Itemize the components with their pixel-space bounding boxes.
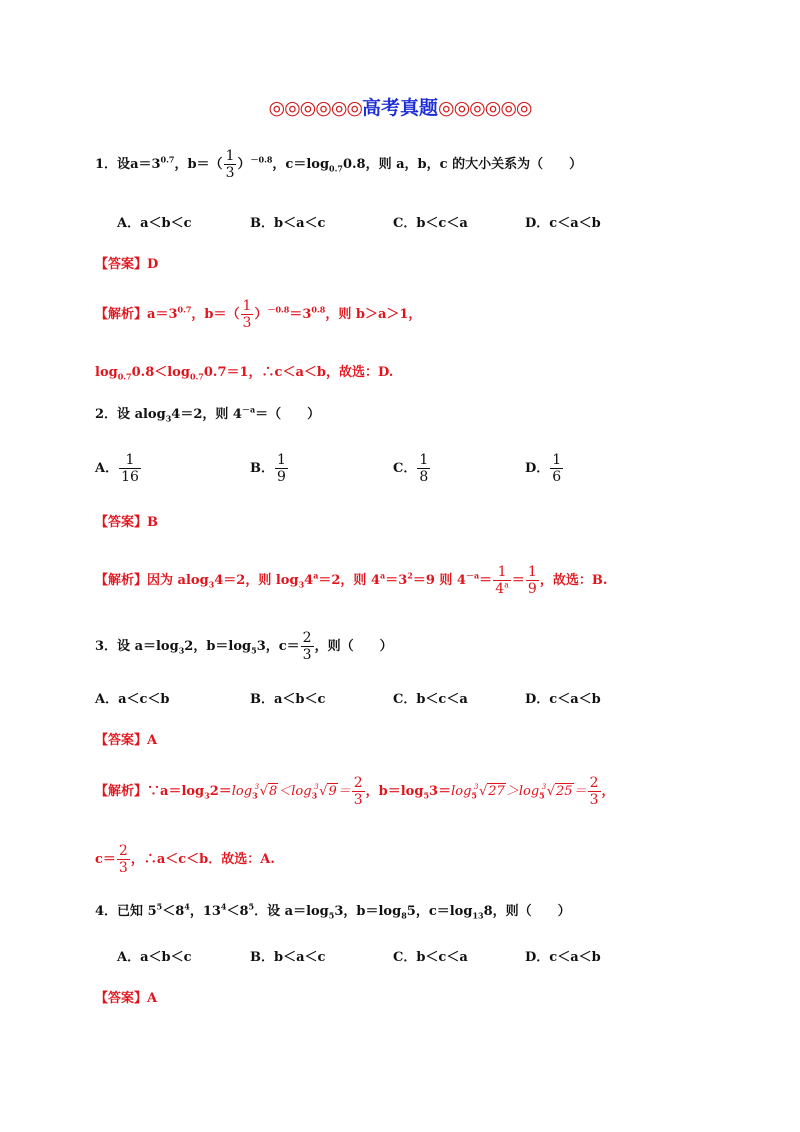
analysis-line [95, 775, 615, 808]
analysis-label: 【解析】 [95, 307, 148, 322]
exponent: a [380, 570, 386, 581]
fraction-denominator: 9 [527, 581, 537, 597]
log-base: 5 [539, 790, 545, 801]
fraction-numerator: 2 [353, 775, 363, 791]
exponent: －0.8 [267, 304, 290, 315]
exponent: －a [241, 404, 256, 415]
option-c [393, 452, 431, 485]
fraction-numerator: 1 [493, 564, 511, 581]
analysis-text: ，则 b＞a＞1， [325, 307, 422, 322]
stem-text: 8，则（ ） [483, 904, 571, 919]
analysis-text: ，∴a＜c＜b．故选：A. [130, 852, 275, 867]
analysis-label: 【解析】 [95, 784, 148, 799]
exponent: 0.8 [311, 304, 326, 315]
fraction [301, 630, 314, 663]
root-index: 3 [473, 783, 479, 791]
option-a [95, 452, 142, 485]
stem-text: ） [237, 157, 251, 172]
radicand: 27 [488, 784, 505, 799]
fraction-denominator: 6 [552, 469, 562, 485]
answer: 【答案】A [95, 991, 158, 1006]
exponent: 0.7 [160, 154, 175, 165]
root-index: 3 [254, 783, 260, 791]
fraction-denominator: 3 [302, 647, 312, 663]
log-base: 3 [252, 790, 258, 801]
exponent: －a [465, 570, 480, 581]
math-log: log [291, 784, 312, 799]
option-c: C．b＜c＜a [393, 950, 468, 965]
analysis-text: log [95, 365, 118, 380]
root-index: 3 [541, 783, 547, 791]
analysis-text: ＝3 [385, 573, 408, 588]
option-b: B．b＜a＜c [250, 216, 326, 231]
fraction [493, 564, 511, 597]
option-a: A．a＜b＜c [117, 950, 192, 965]
exponent: a [313, 570, 319, 581]
stem-text: 3，b＝log [334, 904, 402, 919]
stem-text: ，则（ ） [314, 639, 393, 654]
title-text: 高考真题 [361, 97, 438, 119]
question-number: 2． [95, 407, 118, 422]
option-c: C．b＜c＜a [393, 216, 468, 231]
fraction [117, 843, 130, 876]
fraction-numerator: 2 [118, 843, 128, 859]
log-base: 0.7 [329, 163, 343, 174]
log-base: 5 [471, 790, 477, 801]
fraction-numerator: 1 [119, 452, 141, 469]
stem-text: 设 a＝log [117, 639, 179, 654]
fraction-denominator: 16 [121, 469, 139, 485]
option-label: C． [393, 461, 417, 476]
option-label: A． [95, 461, 119, 476]
analysis-text: 4 [304, 573, 314, 588]
fraction-denominator: 8 [419, 469, 429, 485]
option-b [250, 452, 289, 485]
fraction-numerator: 1 [552, 452, 562, 468]
title-rings-left: ◎◎◎◎◎◎ [268, 97, 362, 119]
radicand: 8 [268, 784, 278, 799]
analysis-line [95, 843, 275, 876]
stem-text: ，b＝（ [174, 157, 223, 172]
analysis-text: 4＝2，则 log [214, 573, 299, 588]
analysis-text: c＝ [95, 852, 116, 867]
fraction-numerator: 1 [277, 452, 286, 468]
answer: 【答案】B [95, 515, 158, 530]
log-base: 0.7 [117, 371, 132, 382]
math-log: log [518, 784, 540, 799]
analysis-line [95, 564, 607, 597]
stem-text: 0.8，则 a，b，c 的大小关系为（ ） [342, 157, 583, 172]
option-d: D．c＜a＜b [525, 216, 601, 231]
option-d: D．c＜a＜b [525, 950, 601, 965]
stem-text: a＝3 [130, 157, 161, 172]
analysis-text: 0.8＜log [131, 365, 190, 380]
page-title [0, 93, 800, 120]
question-3-stem [95, 630, 393, 663]
analysis-text: 3＝ [429, 784, 452, 799]
stem-text: 3，c＝ [256, 639, 300, 654]
fraction-denominator: 3 [589, 792, 599, 808]
analysis-label: 【解析】 [95, 573, 148, 588]
relation: ＜ [278, 784, 292, 799]
log-base: 3 [165, 413, 172, 424]
question-2-stem [95, 405, 320, 425]
stem-text: 4＝2，则 4 [171, 407, 242, 422]
fraction-numerator: 1 [225, 148, 235, 164]
analysis-text: ， [601, 784, 615, 799]
cube-root: 3 √8 [258, 782, 279, 802]
log-base: 5 [328, 910, 335, 921]
option-b: B．b＜a＜c [250, 950, 326, 965]
fraction [241, 298, 254, 331]
log-base: 5 [423, 790, 430, 801]
option-a: A．a＜c＜b [95, 692, 170, 707]
stem-text: 5，c＝log [406, 904, 473, 919]
analysis-text: ，故选：B. [539, 573, 608, 588]
log-base: 3 [311, 790, 318, 801]
fraction-denominator: 9 [277, 469, 286, 485]
fraction [275, 452, 288, 485]
stem-text: ．设 a＝log [254, 904, 329, 919]
exponent: 0.7 [177, 304, 192, 315]
fraction-numerator: 2 [302, 630, 312, 646]
stem-text: 已知 5 [117, 904, 157, 919]
stem-text: ＝（ ） [255, 407, 321, 422]
math-log: log [231, 784, 253, 799]
analysis-text: ＝3 [289, 307, 312, 322]
radicand: 25 [556, 784, 573, 799]
log-base: 3 [298, 579, 305, 590]
option-d [525, 452, 564, 485]
stem-text: ＜8 [162, 904, 185, 919]
log-base: 8 [401, 910, 407, 921]
fraction-numerator: 1 [527, 564, 537, 580]
analysis-text: ，b＝（ [191, 307, 240, 322]
fraction-denominator: 3 [225, 165, 235, 181]
analysis-line [95, 298, 421, 331]
log-base: 3 [178, 645, 185, 656]
relation: ＝ [573, 784, 587, 799]
stem-text: ，c＝log [272, 157, 330, 172]
question-number: 4． [95, 904, 118, 919]
log-base: 3 [204, 790, 210, 801]
analysis-text: 2＝ [209, 784, 232, 799]
question-number: 1． [95, 157, 118, 172]
analysis-line [95, 363, 393, 383]
option-label: D． [525, 461, 550, 476]
cube-root: 3 √25 [545, 782, 574, 802]
fraction [119, 452, 141, 485]
math-log: log [451, 784, 472, 799]
option-b: B．a＜b＜c [250, 692, 326, 707]
fraction-denominator: 3 [118, 860, 128, 876]
fraction [526, 564, 539, 597]
analysis-text: a＝3 [147, 307, 178, 322]
fraction [588, 775, 601, 808]
log-base: 3 [208, 579, 215, 590]
exponent: 4 [184, 901, 190, 912]
fraction-denominator: 3 [353, 792, 363, 808]
fraction-numerator: 1 [419, 452, 429, 468]
question-1-stem [95, 148, 582, 181]
option-d: D．c＜a＜b [525, 692, 601, 707]
fraction-numerator: 2 [589, 775, 599, 791]
log-base: 13 [472, 910, 484, 921]
question-4-stem [95, 902, 571, 922]
stem-text: 设 [117, 157, 131, 172]
option-a: A．a＜b＜c [117, 216, 192, 231]
radicand: 9 [328, 784, 337, 799]
relation: ＝ [337, 784, 351, 799]
log-base: 5 [251, 645, 257, 656]
option-label: B． [250, 461, 274, 476]
answer: 【答案】D [95, 257, 159, 272]
analysis-text: ，b＝log [365, 784, 424, 799]
analysis-text: ） [254, 307, 268, 322]
exponent: －0.8 [250, 154, 273, 165]
fraction-denominator [493, 581, 511, 597]
log-base: 0.7 [189, 371, 204, 382]
title-rings-right: ◎◎◎◎◎◎ [438, 97, 532, 119]
analysis-text: 0.7＝1，∴c＜a＜b，故选：D. [203, 365, 394, 380]
fraction [550, 452, 563, 485]
stem-text: ，13 [189, 904, 221, 919]
denominator-base: 4 [495, 581, 505, 597]
question-number: 3． [95, 639, 118, 654]
exponent: 5 [248, 901, 255, 912]
fraction [224, 148, 237, 181]
exponent: 4 [220, 901, 227, 912]
fraction [352, 775, 365, 808]
analysis-text: ＝ [479, 573, 493, 588]
analysis-text: 因为 alog [147, 573, 209, 588]
analysis-text: ∵a＝log [147, 784, 205, 799]
fraction [417, 452, 430, 485]
stem-text: 设 alog [117, 407, 166, 422]
cube-root: 3 √27 [477, 782, 506, 802]
cube-root: 3 √9 [317, 782, 338, 802]
exponent: 5 [156, 901, 163, 912]
root-index: 3 [314, 783, 319, 791]
fraction-numerator: 1 [242, 298, 252, 314]
answer: 【答案】A [95, 733, 158, 748]
option-c: C．b＜c＜a [393, 692, 468, 707]
analysis-text: ＝9 则 4 [412, 573, 466, 588]
analysis-text: ＝2，则 4 [318, 573, 381, 588]
relation: ＞ [505, 784, 519, 799]
analysis-text: ＝ [511, 573, 525, 588]
exponent: 2 [407, 570, 413, 581]
stem-text: 2，b＝log [184, 639, 252, 654]
exponent: a [504, 580, 509, 590]
fraction-denominator: 3 [242, 315, 252, 331]
stem-text: ＜8 [226, 904, 249, 919]
